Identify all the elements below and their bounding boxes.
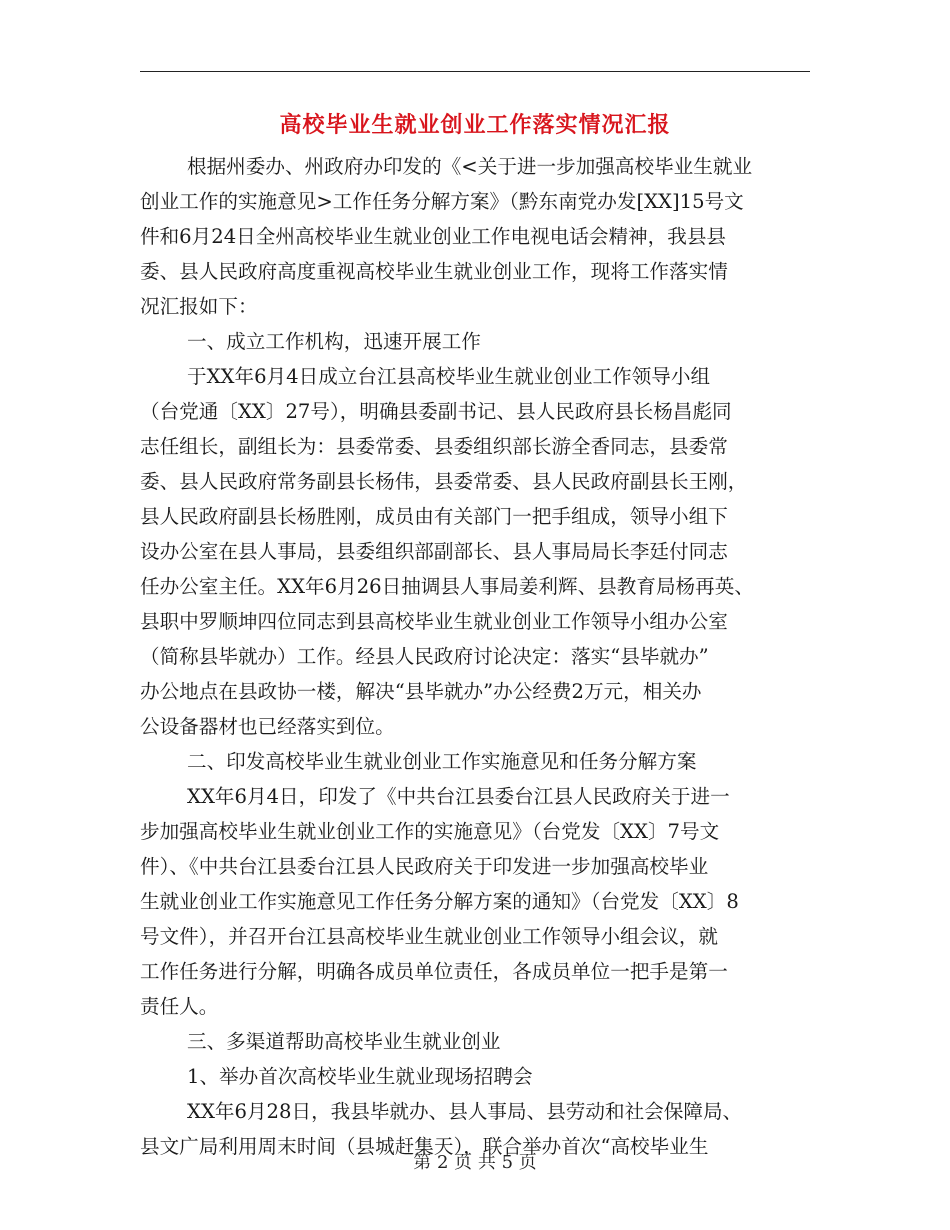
text-line: （简称县毕就办）工作。经县人民政府讨论决定：落实“县毕就办” xyxy=(140,645,709,668)
text-line: 责任人。 xyxy=(140,995,219,1018)
text-line: 于XX年6月4日成立台江县高校毕业生就业创业工作领导小组 xyxy=(187,365,711,388)
page-footer: 第 2 页 共 5 页 xyxy=(413,1152,537,1173)
text-line: 三、多渠道帮助高校毕业生就业创业 xyxy=(187,1030,501,1053)
text-line: 委、县人民政府高度重视高校毕业生就业创业工作，现将工作落实情 xyxy=(140,260,728,283)
text-line: 创业工作的实施意见>工作任务分解方案》（黔东南党办发[XX]15号文 xyxy=(140,190,744,213)
text-line: 任办公室主任。XX年6月26日抽调县人事局姜利辉、县教育局杨再英、 xyxy=(140,575,754,598)
header-rule xyxy=(140,71,810,72)
text-line: 县文广局利用周末时间（县城赶集天），联合举办首次“高校毕业生 xyxy=(140,1135,709,1158)
text-line: 件和6月24日全州高校毕业生就业创业工作电视电话会精神，我县县 xyxy=(140,225,727,248)
text-line: 办公地点在县政协一楼，解决“县毕就办”办公经费2万元，相关办 xyxy=(140,680,702,703)
text-line: 志任组长，副组长为：县委常委、县委组织部长游全香同志，县委常 xyxy=(140,435,728,458)
text-line: 生就业创业工作实施意见工作任务分解方案的通知》（台党发〔XX〕8 xyxy=(140,890,739,913)
document-title: 高校毕业生就业创业工作落实情况汇报 xyxy=(279,112,671,138)
text-line: 况汇报如下： xyxy=(140,295,258,318)
text-line: 二、印发高校毕业生就业创业工作实施意见和任务分解方案 xyxy=(187,750,697,773)
text-line: 公设备器材也已经落实到位。 xyxy=(140,715,395,738)
text-line: 委、县人民政府常务副县长杨伟，县委常委、县人民政府副县长王刚， xyxy=(140,470,748,493)
text-line: 一、成立工作机构，迅速开展工作 xyxy=(187,330,481,353)
text-line: 根据州委办、州政府办印发的《<关于进一步加强高校毕业生就业 xyxy=(187,155,753,178)
text-line: 县人民政府副县长杨胜刚，成员由有关部门一把手组成，领导小组下 xyxy=(140,505,728,528)
text-line: 件）、《中共台江县委台江县人民政府关于印发进一步加强高校毕业 xyxy=(140,855,709,878)
document-body xyxy=(140,149,820,1164)
text-line: 工作任务进行分解，明确各成员单位责任，各成员单位一把手是第一 xyxy=(140,960,728,983)
text-line: （台党通〔XX〕27号），明确县委副书记、县人民政府县长杨昌彪同 xyxy=(140,400,732,423)
text-line: 步加强高校毕业生就业创业工作的实施意见》（台党发〔XX〕7号文 xyxy=(140,820,720,843)
text-line: XX年6月4日，印发了《中共台江县委台江县人民政府关于进一 xyxy=(187,785,730,808)
text-line: 县职中罗顺坤四位同志到县高校毕业生就业创业工作领导小组办公室 xyxy=(140,610,728,633)
text-line: XX年6月28日，我县毕就办、县人事局、县劳动和社会保障局、 xyxy=(187,1100,743,1123)
text-line: 号文件），并召开台江县高校毕业生就业创业工作领导小组会议，就 xyxy=(140,925,719,948)
text-line: 1、举办首次高校毕业生就业现场招聘会 xyxy=(187,1065,533,1088)
text-line: 设办公室在县人事局，县委组织部副部长、县人事局局长李廷付同志 xyxy=(140,540,728,563)
